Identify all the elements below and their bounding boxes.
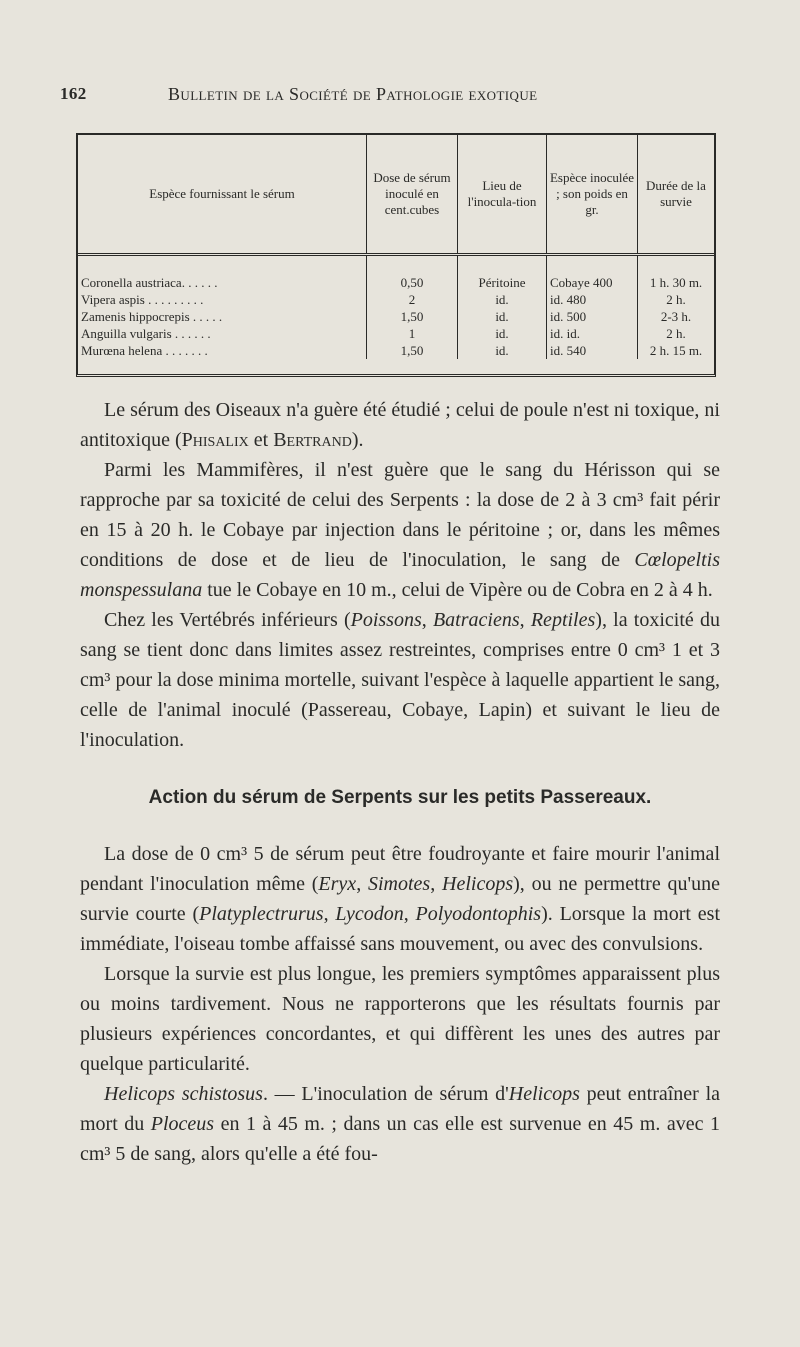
italic-term: Reptiles	[530, 609, 596, 631]
text-run: ,	[519, 609, 531, 631]
cell-espece: Cobaye 400	[547, 255, 638, 292]
table-row	[78, 255, 714, 292]
paragraph-helicops	[80, 1079, 720, 1169]
cell-dose: 0,50	[367, 255, 458, 292]
text-run: ), la toxicité du sang se tient donc dans limites assez restreintes, comprises entre 0 cm³ 1 et 3 cm³ pour la dose minima mortelle, suivant l'espèce à laquelle appartient le sang, celle de l'animal inoculé (Passereau, Cobaye, Lapin) et suivant le lieu de l'inoculation.	[80, 609, 721, 751]
table-row	[78, 291, 714, 308]
cell-dose: 1,50	[367, 342, 458, 359]
serum-toxicity-table	[76, 133, 716, 377]
cell-species: Vipera aspis . . . . . . . . .	[81, 291, 204, 307]
paragraph-survival: Lorsque la survie est plus longue, les premiers symptômes apparaissent plus ou moins tardivement. Nous ne rapporterons que les résultats fournis par plusieurs expériences concordantes, et qui diffèrent les unes des autres par quelque particularité.	[80, 963, 720, 1075]
cell-espece: id. 540	[547, 342, 638, 359]
cell-espece: id. id.	[547, 325, 638, 342]
author-name: Bertrand	[273, 429, 352, 451]
species-name: Ploceus	[150, 1113, 215, 1135]
species-name: Cœlopeltis monspessulana	[80, 549, 720, 601]
header-species: Espèce fournissant le sérum	[78, 135, 367, 255]
cell-lieu: id.	[458, 342, 547, 359]
page-number: 162	[60, 84, 87, 103]
cell-survie: 2 h.	[638, 325, 715, 342]
text-run: en 1 à 45 m. ; dans un cas elle est survenue en 45 m. avec 1 cm³ 5 de sang, alors qu'elle a été fou-	[80, 1113, 720, 1165]
text-run: La dose de 0 cm³ 5 de sérum peut être foudroyante et faire mourir l'animal pendant l'inoculation même (	[80, 843, 720, 895]
section-heading: Action du sérum de Serpents sur les petits Passereaux.	[148, 787, 652, 808]
running-title: Bulletin de la Société de Pathologie exotique	[168, 84, 538, 104]
cell-species: Anguilla vulgaris . . . . . .	[81, 325, 211, 341]
paragraph-dose	[80, 839, 720, 959]
cell-species: Murœna helena . . . . . . .	[81, 342, 208, 358]
cell-lieu: id.	[458, 308, 547, 325]
cell-lieu: id.	[458, 291, 547, 308]
table-row	[78, 342, 714, 359]
paragraph-mammals	[80, 455, 720, 605]
cell-species: Zamenis hippocrepis . . . . .	[81, 308, 223, 324]
text-run: Parmi les Mammifères, il n'est guère que le sang du Hérisson qui se rapproche par sa toxicité de celui des Serpents : la dose de 2 à 3 cm³ fait périr en 15 à 20 h. le Cobaye par injection dans le péritoine ; or, dans les mêmes conditions de dose et de lieu de l'inoculation, le sang de	[80, 459, 720, 571]
text-run: ).	[351, 429, 364, 451]
species-name: Eryx	[318, 873, 357, 895]
cell-survie: 2 h.	[638, 291, 715, 308]
species-name: Helicops	[442, 873, 514, 895]
italic-term: Poissons	[350, 609, 422, 631]
species-name: Helicops	[508, 1083, 580, 1105]
body-text	[80, 395, 720, 1169]
text-run: et	[248, 429, 274, 451]
species-name: Helicops schistosus	[104, 1083, 263, 1105]
species-name: Lycodon	[335, 903, 404, 925]
author-name: Phisalix	[181, 429, 249, 451]
cell-lieu: id.	[458, 325, 547, 342]
cell-lieu: Péritoine	[458, 255, 547, 292]
header-survie: Durée de la survie	[638, 135, 715, 255]
cell-dose: 1	[367, 325, 458, 342]
text-run: ), ou ne permettre qu'une survie courte (	[80, 873, 721, 925]
table-row	[78, 325, 714, 342]
paragraph-birds	[80, 395, 720, 455]
text-run: peut entraîner la mort du	[80, 1083, 720, 1135]
table-header-row	[78, 135, 714, 255]
header-dose: Dose de sérum inoculé en cent.cubes	[367, 135, 458, 255]
cell-survie: 1 h. 30 m.	[638, 255, 715, 292]
table-row	[78, 308, 714, 325]
italic-term: Batraciens	[432, 609, 520, 631]
cell-espece: id. 500	[547, 308, 638, 325]
cell-espece: id. 480	[547, 291, 638, 308]
species-name: Platyplectrurus	[199, 903, 324, 925]
cell-dose: 2	[367, 291, 458, 308]
text-run: Le sérum des Oiseaux n'a guère été étudié ; celui de poule n'est ni toxique, ni antitoxique (	[80, 399, 720, 451]
cell-survie: 2-3 h.	[638, 308, 715, 325]
text-run: tue le Cobaye en 10 m., celui de Vipère ou de Cobra en 2 à 4 h.	[202, 579, 713, 601]
header-lieu: Lieu de l'inocula-tion	[458, 135, 547, 255]
text-run: ,	[323, 903, 336, 925]
paragraph-vertebrates	[80, 605, 720, 755]
text-run: ,	[430, 873, 443, 895]
species-name: Simotes	[368, 873, 431, 895]
cell-dose: 1,50	[367, 308, 458, 325]
text-run: ). Lorsque la mort est immédiate, l'oiseau tombe affaissé sans mouvement, ou avec des convulsions.	[80, 903, 720, 955]
header-espece: Espèce inoculée ; son poids en gr.	[547, 135, 638, 255]
text-run: Chez les Vertébrés inférieurs (	[104, 609, 351, 631]
species-name: Polyodontophis	[415, 903, 542, 925]
cell-species: Coronella austriaca. . . . . .	[81, 274, 218, 290]
text-run: . — L'inoculation de sérum d'	[262, 1083, 509, 1105]
text-run: ,	[421, 609, 433, 631]
text-run: ,	[403, 903, 416, 925]
text-run: ,	[356, 873, 368, 895]
cell-survie: 2 h. 15 m.	[638, 342, 715, 359]
